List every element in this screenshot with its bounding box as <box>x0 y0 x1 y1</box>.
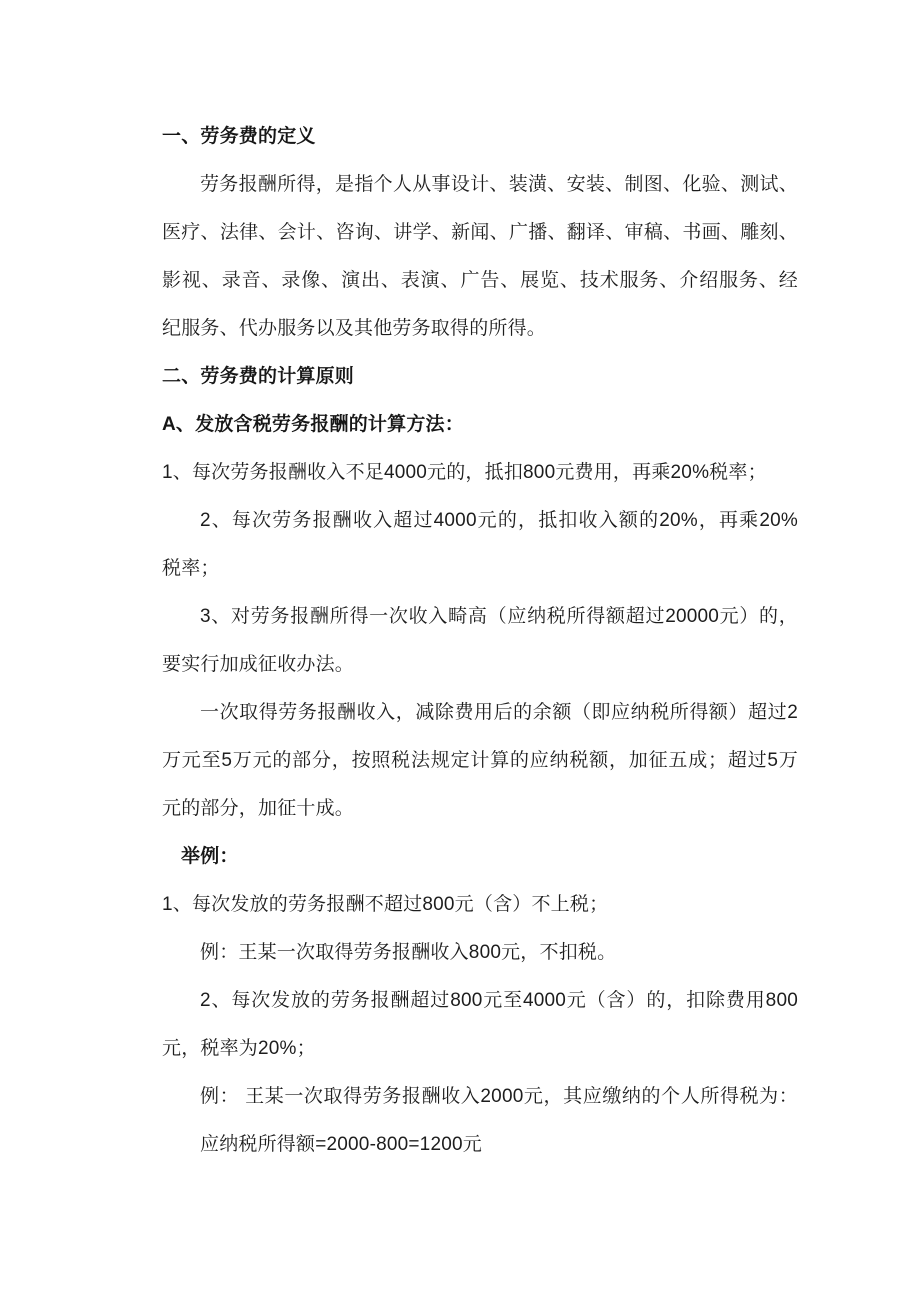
doc-line: 1、每次发放的劳务报酬不超过800元（含）不上税； <box>162 894 609 915</box>
doc-line: 税率； <box>162 558 220 579</box>
heading-definition: 一、劳务费的定义 <box>162 126 316 147</box>
doc-line: 影视、录音、录像、演出、表演、广告、展览、技术服务、介绍服务、经 <box>162 270 798 291</box>
doc-line: 要实行加成征收办法。 <box>162 654 355 675</box>
doc-line: 2、每次发放的劳务报酬超过800元至4000元（含）的，扣除费用800 <box>200 990 798 1011</box>
heading-calculation-principle: 二、劳务费的计算原则 <box>162 366 355 387</box>
doc-line: 万元至5万元的部分，按照税法规定计算的应纳税额，加征五成；超过5万 <box>162 750 798 771</box>
doc-line: 1、每次劳务报酬收入不足4000元的，抵扣800元费用，再乘20%税率； <box>162 462 767 483</box>
doc-line: 一次取得劳务报酬收入，减除费用后的余额（即应纳税所得额）超过2 <box>200 702 798 723</box>
heading-method-a: A、发放含税劳务报酬的计算方法： <box>162 414 464 435</box>
doc-line: 例： 王某一次取得劳务报酬收入2000元，其应缴纳的个人所得税为： <box>200 1086 798 1107</box>
doc-line: 3、对劳务报酬所得一次收入畸高（应纳税所得额超过20000元）的， <box>200 606 798 627</box>
doc-line: 劳务报酬所得，是指个人从事设计、装潢、安装、制图、化验、测试、 <box>200 174 798 195</box>
doc-line: 元，税率为20%； <box>162 1038 316 1059</box>
doc-line: 2、每次劳务报酬收入超过4000元的，抵扣收入额的20%，再乘20% <box>200 510 798 531</box>
heading-examples: 举例： <box>181 846 239 867</box>
doc-line: 例：王某一次取得劳务报酬收入800元，不扣税。 <box>200 942 617 963</box>
document-text <box>162 113 798 1169</box>
doc-line: 医疗、法律、会计、咨询、讲学、新闻、广播、翻译、审稿、书画、雕刻、 <box>162 222 798 243</box>
doc-line: 应纳税所得额=2000-800=1200元 <box>200 1134 482 1155</box>
doc-line: 纪服务、代办服务以及其他劳务取得的所得。 <box>162 318 547 339</box>
doc-line: 元的部分，加征十成。 <box>162 798 355 819</box>
